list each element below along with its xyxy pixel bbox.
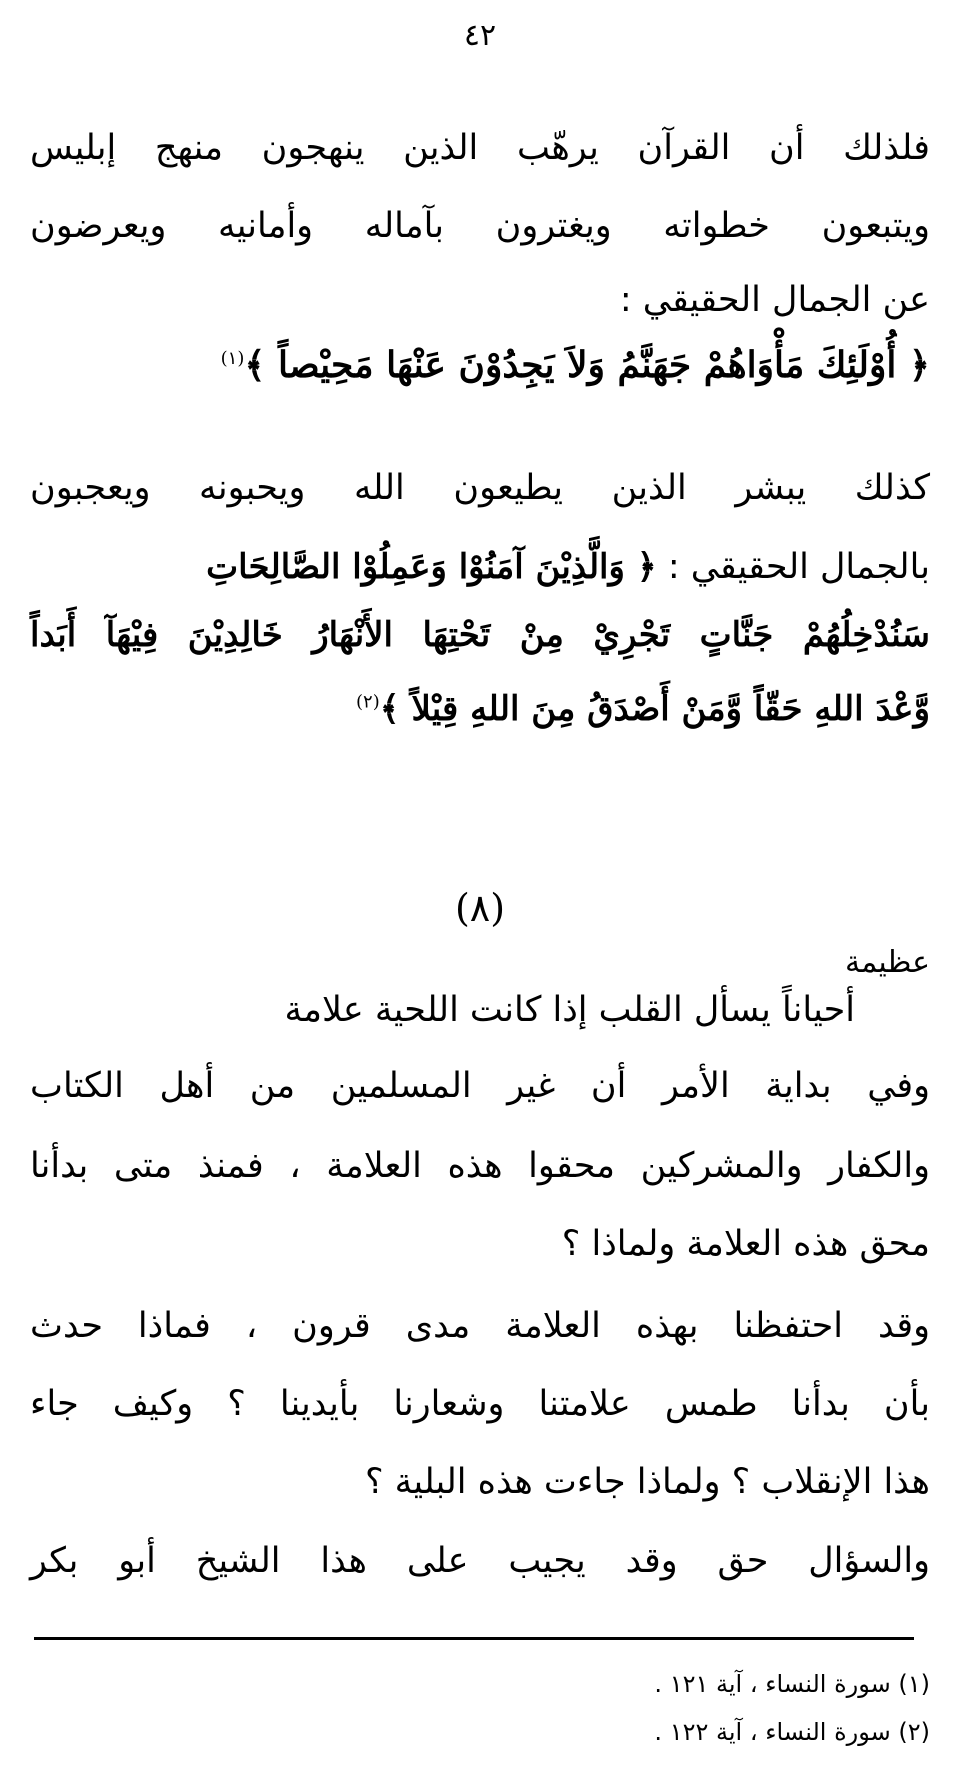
section-heading: (٨) <box>454 886 506 930</box>
verse-text: ﴿ أُوْلَئِكَ مَأْوَاهُمْ جَهَنَّمُ وَلاَ يَجِدُوْنَ عَنْهَا مَحِيْصاً ﴾ <box>244 344 930 386</box>
paragraph-line-4: كذلك يبشر الذين يطيعون الله ويحبونه ويعجبون <box>30 468 930 508</box>
footnote-2: (٢) سورة النساء ، آية ١٢٢ . <box>654 1718 930 1746</box>
raised-word: عظيمة <box>845 945 930 980</box>
paragraph-line-5 <box>30 547 930 587</box>
section-line-5: وقد احتفظنا بهذه العلامة مدى قرون ، فماذا حدث <box>30 1306 930 1346</box>
paragraph-line-1: فلذلك أن القرآن يرهّب الذين ينهجون منهج إبليس <box>30 128 930 168</box>
paragraph-line-2: ويتبعون خطواته ويغترون بآماله وأمانيه ويعرضون <box>30 206 930 246</box>
verse-opening: ﴿ وَالَّذِيْنَ آمَنُوْا وَعَمِلُوْا الصَّالِحَاتِ <box>206 547 657 587</box>
section-line-6: بأن بدأنا طمس علامتنا وشعارنا بأيدينا ؟ وكيف جاء <box>30 1384 930 1424</box>
verse-ending: وَّعْدَ اللهِ حَقّاً وَّمَنْ أَصْدَقُ مِنَ اللهِ قِيْلاً ﴾ <box>379 689 930 729</box>
section-line-7: هذا الإنقلاب ؟ ولماذا جاءت هذه البلية ؟ <box>364 1462 930 1502</box>
quran-verse-line-2: سَنُدْخِلُهُمْ جَنَّاتٍ تَجْرِيْ مِنْ تَحْتِهَا الأَنْهَارُ خَالِدِيْنَ فِيْهَآ أَبَداً <box>30 615 930 655</box>
section-line-4: محق هذه العلامة ولماذا ؟ <box>561 1224 930 1264</box>
section-line-1: أحياناً يسأل القلب إذا كانت اللحية علامة <box>284 990 855 1030</box>
section-line-8: والسؤال حق وقد يجيب على هذا الشيخ أبو بكر <box>30 1541 930 1581</box>
page-number: ٤٢ <box>463 18 497 53</box>
footnote-ref-2: (٢) <box>355 691 380 713</box>
footnote-divider <box>34 1637 914 1640</box>
footnote-1: (١) سورة النساء ، آية ١٢١ . <box>654 1670 930 1698</box>
section-line-3: والكفار والمشركين محقوا هذه العلامة ، فمنذ متى بدأنا <box>30 1146 930 1186</box>
quran-verse-1 <box>221 345 930 386</box>
quran-verse-line-3 <box>356 690 930 729</box>
paragraph-line-3: عن الجمال الحقيقي : <box>619 280 930 320</box>
footnote-ref-1: (١) <box>220 348 245 369</box>
section-line-2: وفي بداية الأمر أن غير المسلمين من أهل الكتاب <box>30 1066 930 1106</box>
line-prefix: بالجمال الحقيقي : <box>667 547 930 587</box>
